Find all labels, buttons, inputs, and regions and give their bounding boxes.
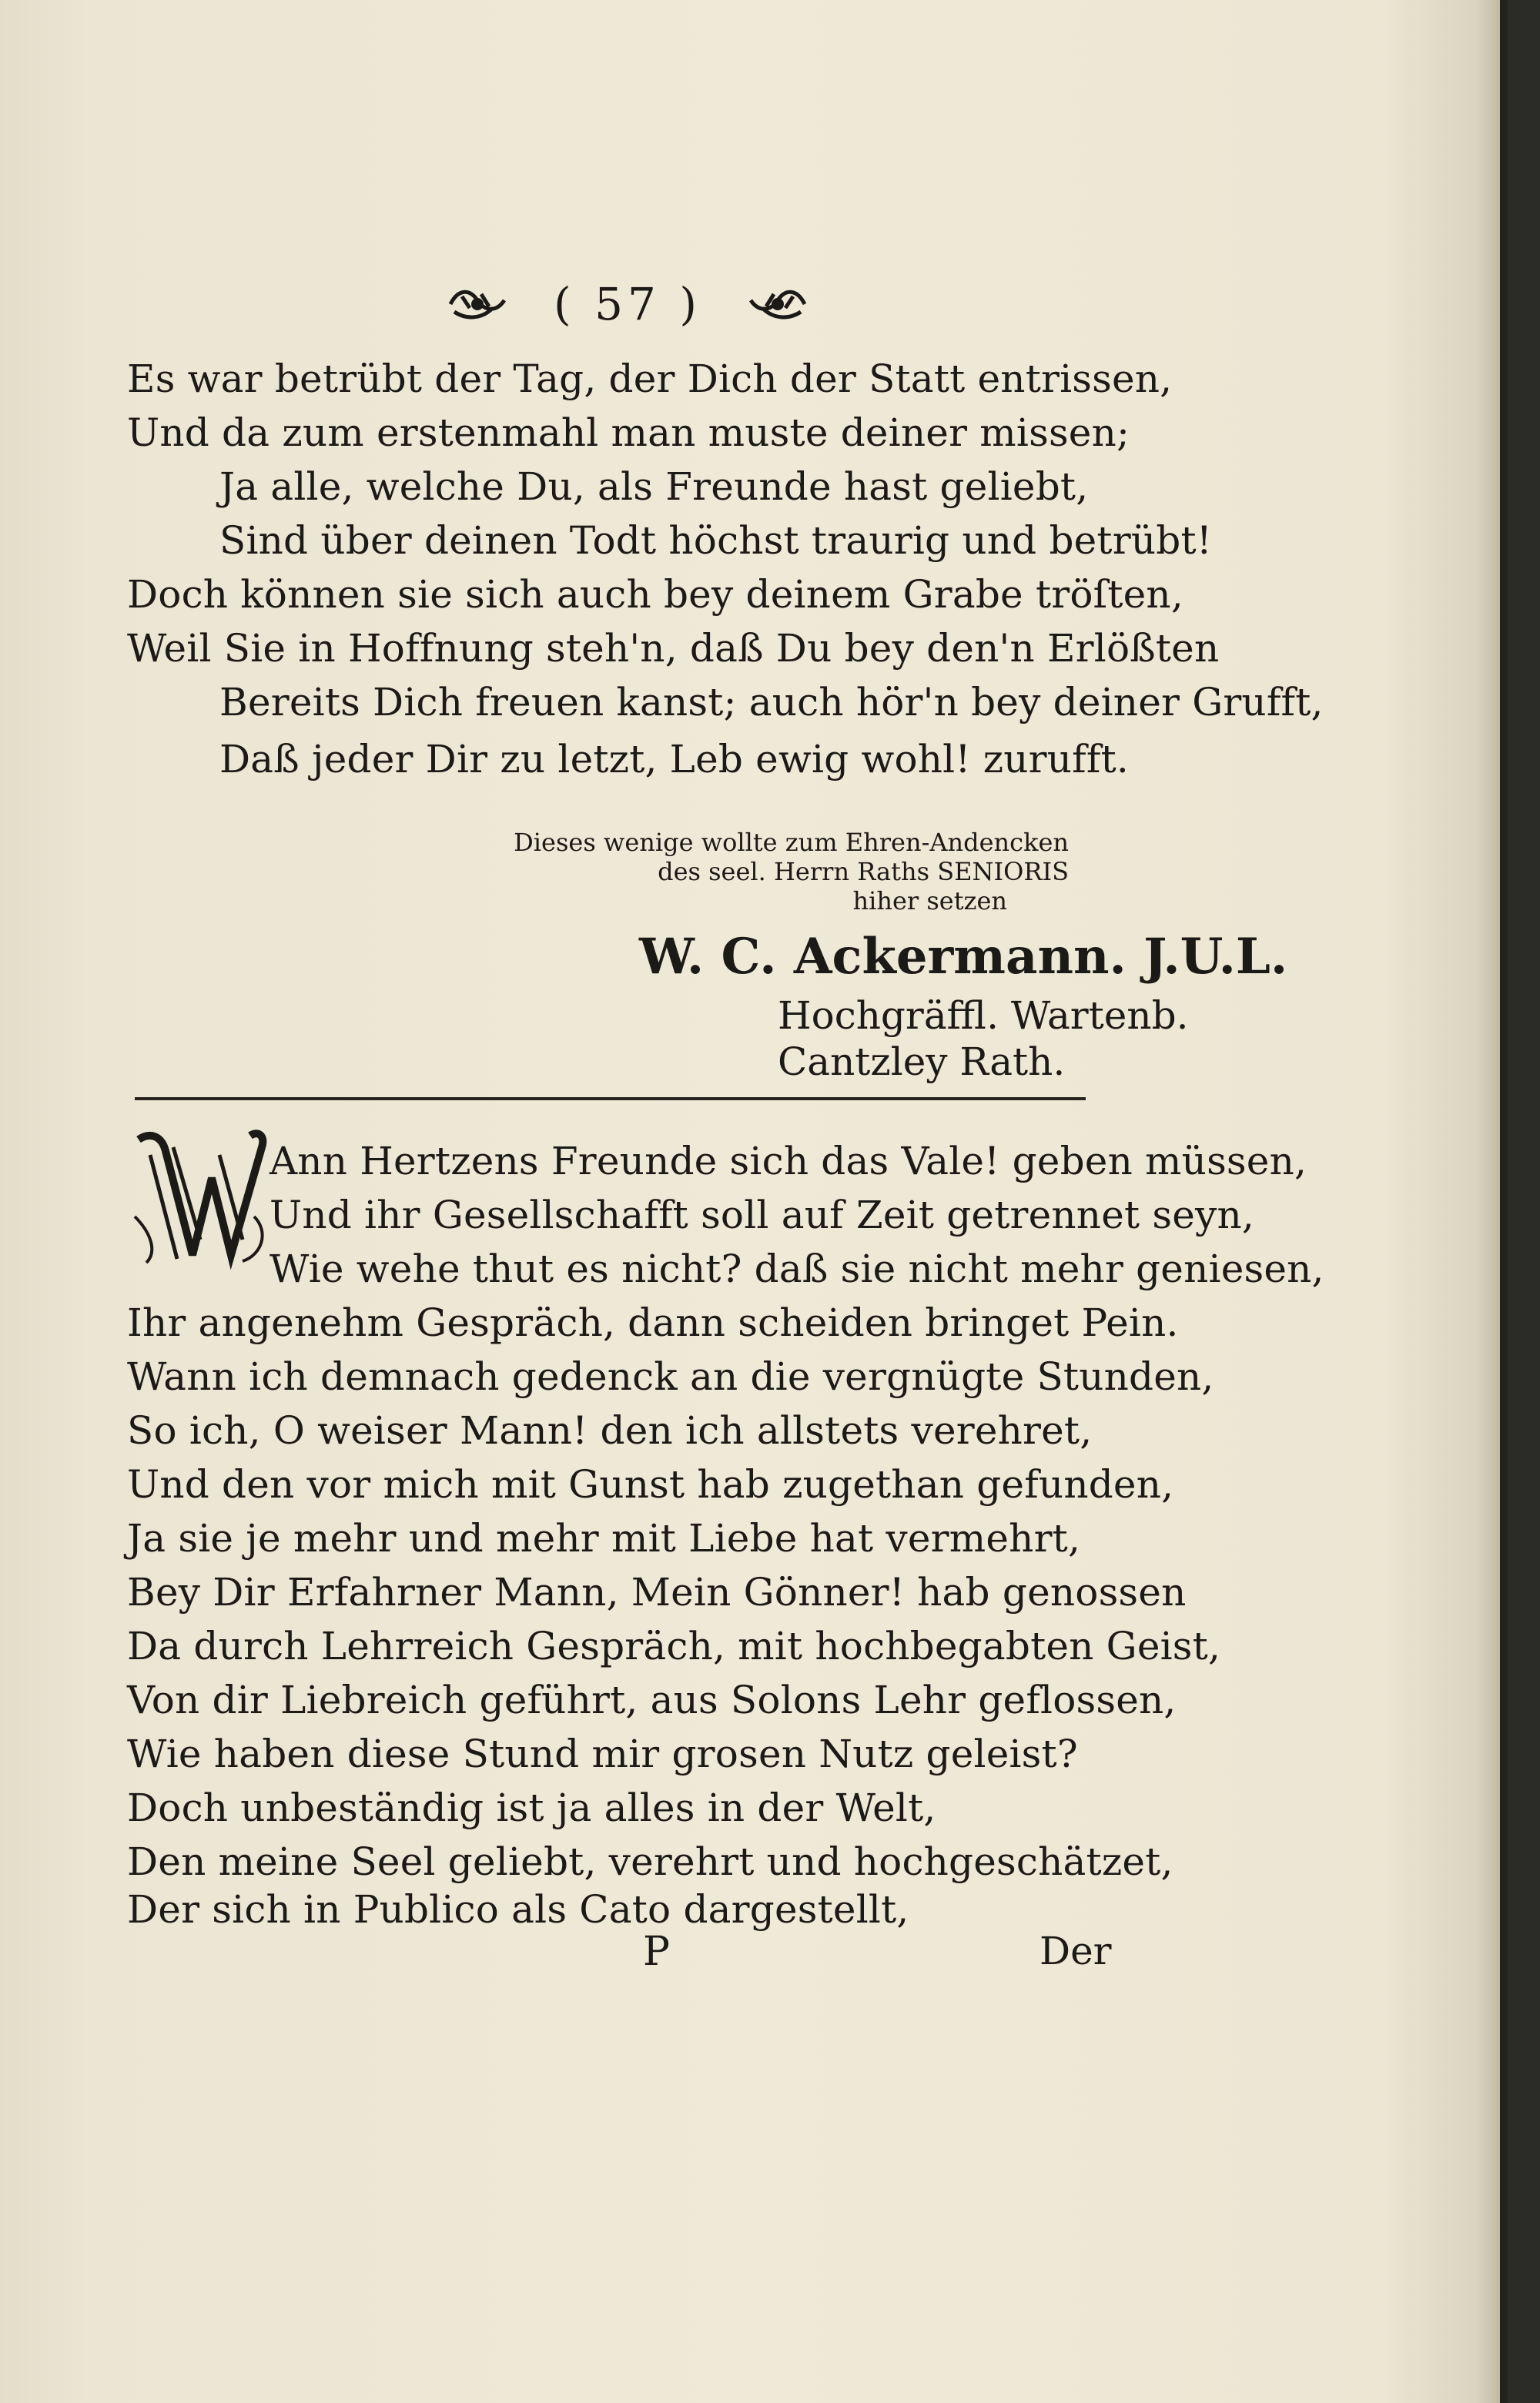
poem1-line-2: Und da zum erstenmahl man muste deiner missen; [127, 410, 1130, 455]
signer-title-2: Cantzley Rath. [778, 1039, 1066, 1084]
poem2-line-10: Da durch Lehrreich Gespräch, mit hochbegabten Geist, [127, 1624, 1221, 1668]
poem2-line-12: Wie haben diese Stund mir grosen Nutz geleist? [127, 1732, 1078, 1776]
left-ornament-icon [447, 285, 508, 323]
signer-title-1: Hochgräffl. Wartenb. [778, 993, 1189, 1038]
poem1-line-6: Weil Sie in Hoffnung steh'n, daß Du bey den'n Erlößten [127, 626, 1220, 671]
poem1-line-3: Ja alle, welche Du, als Freunde hast geliebt, [219, 464, 1089, 509]
dedication-line-1: Dieses wenige wollte zum Ehren-Andencken [514, 828, 1069, 857]
page-edge-shadow [1477, 0, 1508, 2403]
dedication-line-2: des seel. Herrn Raths SENIORIS [658, 857, 1069, 886]
dedication-line-3: hiher setzen [852, 886, 1007, 915]
poem2-line-7: Und den vor mich mit Gunst hab zugethan gefunden, [127, 1462, 1174, 1507]
poem2-line-13: Doch unbeständig ist ja alles in der Welt, [127, 1786, 936, 1830]
poem1-line-7: Bereits Dich freuen kanst; auch hör'n bey deiner Grufft, [219, 680, 1324, 725]
poem2-line-1: Ann Hertzens Freunde sich das Vale! geben müssen, [270, 1139, 1307, 1183]
page-header [447, 273, 808, 335]
poem2-line-9: Bey Dir Erfahrner Mann, Mein Gönner! hab genossen [127, 1570, 1187, 1615]
signature-mark: P [643, 1929, 670, 1975]
poem2-line-14: Den meine Seel geliebt, verehrt und hochgeschätzet, [127, 1839, 1173, 1884]
page-number: ( 57 ) [554, 278, 701, 330]
poem1-line-4: Sind über deinen Todt höchst traurig und betrübt! [219, 518, 1213, 563]
poem2-line-11: Von dir Liebreich geführt, aus Solons Lehr geflossen, [127, 1678, 1177, 1722]
right-ornament-icon [747, 285, 808, 323]
poem2-line-4: Ihr angenehm Gespräch, dann scheiden bringet Pein. [127, 1300, 1179, 1345]
poem2-line-2: Und ihr Gesellschafft soll auf Zeit getrennet seyn, [270, 1193, 1254, 1237]
poem2-line-15: Der sich in Publico als Cato dargestellt, [127, 1887, 909, 1932]
poem1-line-1: Es war betrübt der Tag, der Dich der Statt entrissen, [127, 356, 1173, 401]
dropcap-letter: W [152, 1132, 248, 1239]
poem2-line-6: So ich, O weiser Mann! den ich allstets verehret, [127, 1408, 1093, 1453]
poem1-line-8: Daß jeder Dir zu letzt, Leb ewig wohl! zurufft. [219, 737, 1129, 781]
signer-name: W. C. Ackermann. J.U.L. [639, 928, 1288, 986]
poem2-line-5: Wann ich demnach gedenck an die vergnügte Stunden, [127, 1354, 1214, 1399]
dropcap-ornament [127, 1124, 273, 1270]
catchword: Der [1040, 1929, 1112, 1973]
poem2-line-8: Ja sie je mehr und mehr mit Liebe hat vermehrt, [127, 1516, 1081, 1561]
section-divider [135, 1097, 1086, 1100]
poem1-line-5: Doch können sie sich auch bey deinem Grabe tröſten, [127, 572, 1183, 617]
poem2-line-3: Wie wehe thut es nicht? daß sie nicht mehr geniesen, [270, 1247, 1324, 1291]
